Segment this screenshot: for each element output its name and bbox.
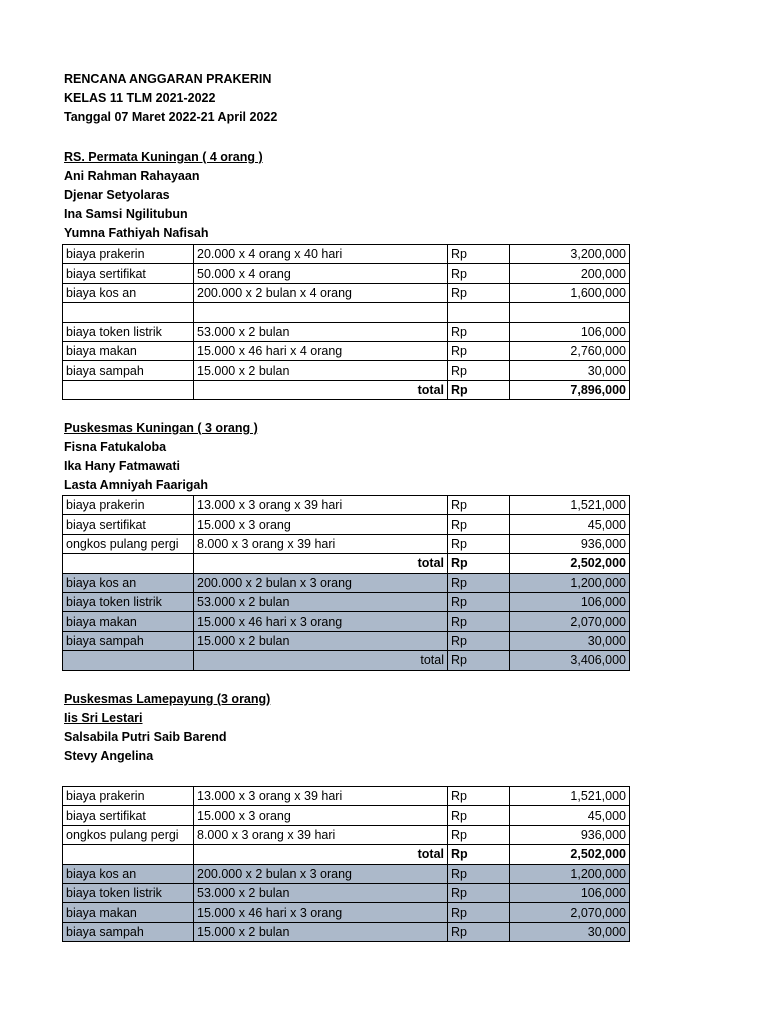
- table-row: biaya kos an 200.000 x 2 bulan x 4 orang Rp 1,600,000: [63, 283, 630, 302]
- table-row: biaya kos an 200.000 x 2 bulan x 3 orang Rp 1,200,000: [63, 573, 630, 592]
- section-1-member: Djenar Setyolaras: [64, 188, 170, 202]
- section-1-place: RS. Permata Kuningan ( 4 orang ): [64, 150, 263, 164]
- table-row: biaya token listrik 53.000 x 2 bulan Rp 106,000: [63, 322, 630, 341]
- section-2-member: Lasta Amniyah Faarigah: [64, 478, 209, 492]
- section-2-budget-table: [62, 495, 630, 671]
- document-title: RENCANA ANGGARAN PRAKERIN: [64, 72, 272, 86]
- table-row: biaya makan 15.000 x 46 hari x 3 orang Rp 2,070,000: [63, 903, 630, 922]
- section-1-budget-table: [62, 244, 630, 400]
- table-row: biaya sampah 15.000 x 2 bulan Rp 30,000: [63, 922, 630, 941]
- total-amount: 3,406,000: [510, 651, 630, 670]
- total-label: total: [194, 651, 448, 670]
- total-row: total Rp 7,896,000: [63, 380, 630, 399]
- total-row: total Rp 2,502,000: [63, 845, 630, 864]
- section-3-member: Stevy Angelina: [64, 749, 154, 763]
- section-3-member: Iis Sri Lestari: [64, 711, 143, 725]
- section-1-member: Yumna Fathiyah Nafisah: [64, 226, 209, 240]
- table-row: biaya sertifikat 15.000 x 3 orang Rp 45,000: [63, 515, 630, 534]
- table-row: biaya kos an 200.000 x 2 bulan x 3 orang Rp 1,200,000: [63, 864, 630, 883]
- section-1-member: Ina Samsi Ngilitubun: [64, 207, 188, 221]
- table-row-empty: [63, 303, 630, 322]
- total-label: total: [194, 380, 448, 399]
- section-3-budget-table: [62, 786, 630, 942]
- table-row: ongkos pulang pergi 8.000 x 3 orang x 39 hari Rp 936,000: [63, 825, 630, 844]
- table-row: biaya sertifikat 15.000 x 3 orang Rp 45,000: [63, 806, 630, 825]
- total-amount: 7,896,000: [510, 380, 630, 399]
- total-amount: 2,502,000: [510, 554, 630, 573]
- table-row: biaya prakerin 20.000 x 4 orang x 40 hari Rp 3,200,000: [63, 245, 630, 264]
- total-label: total: [194, 845, 448, 864]
- table-row: biaya makan 15.000 x 46 hari x 4 orang Rp 2,760,000: [63, 341, 630, 360]
- table-row: biaya token listrik 53.000 x 2 bulan Rp 106,000: [63, 883, 630, 902]
- table-row: biaya sertifikat 50.000 x 4 orang Rp 200,000: [63, 264, 630, 283]
- table-row: biaya sampah 15.000 x 2 bulan Rp 30,000: [63, 361, 630, 380]
- table-row: biaya sampah 15.000 x 2 bulan Rp 30,000: [63, 631, 630, 650]
- total-row: total Rp 3,406,000: [63, 651, 630, 670]
- section-1-member: Ani Rahman Rahayaan: [64, 169, 200, 183]
- section-2-place: Puskesmas Kuningan ( 3 orang ): [64, 421, 258, 435]
- total-label: total: [194, 554, 448, 573]
- total-row: total Rp 2,502,000: [63, 554, 630, 573]
- section-3-member: Salsabila Putri Saib Barend: [64, 730, 227, 744]
- table-row: biaya prakerin 13.000 x 3 orang x 39 hari Rp 1,521,000: [63, 496, 630, 515]
- total-amount: 2,502,000: [510, 845, 630, 864]
- class-line: KELAS 11 TLM 2021-2022: [64, 91, 216, 105]
- section-2-member: Fisna Fatukaloba: [64, 440, 167, 454]
- table-row: biaya prakerin 13.000 x 3 orang x 39 hari Rp 1,521,000: [63, 787, 630, 806]
- table-row: ongkos pulang pergi 8.000 x 3 orang x 39 hari Rp 936,000: [63, 534, 630, 553]
- section-3-place: Puskesmas Lamepayung (3 orang): [64, 692, 271, 706]
- table-row: biaya makan 15.000 x 46 hari x 3 orang Rp 2,070,000: [63, 612, 630, 631]
- date-line: Tanggal 07 Maret 2022-21 April 2022: [64, 110, 278, 124]
- section-2-member: Ika Hany Fatmawati: [64, 459, 181, 473]
- table-row: biaya token listrik 53.000 x 2 bulan Rp 106,000: [63, 592, 630, 611]
